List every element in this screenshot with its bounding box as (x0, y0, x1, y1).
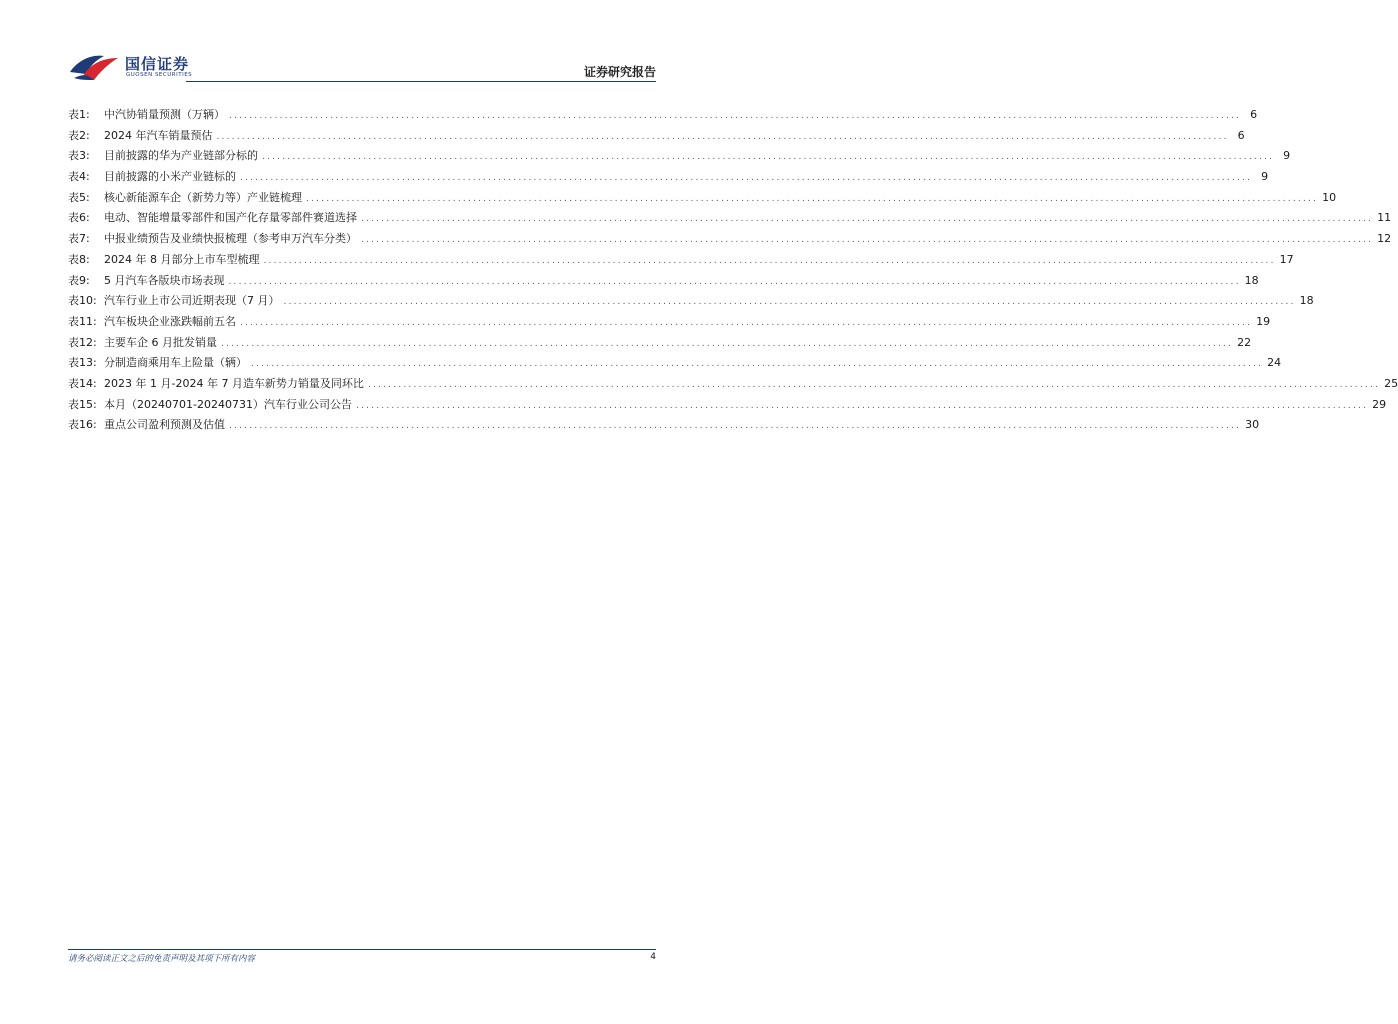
toc-entry-page: 30 (1245, 418, 1260, 432)
disclaimer: 请务必阅读正文之后的免责声明及其项下所有内容 (68, 954, 256, 964)
toc-leader-dots: ........................................................................................................................................................................................................ (251, 359, 1264, 370)
brand-name-cn: 国信证券 (125, 55, 190, 73)
brand-name-en: GUOSEN SECURITIES (126, 72, 193, 78)
toc-entry-page: 9 (1283, 149, 1291, 163)
toc-entry-label: 表6: (68, 211, 90, 225)
toc-entry[interactable] (68, 395, 1387, 416)
page-header (68, 50, 656, 86)
toc-entry-label: 表7: (68, 232, 90, 246)
toc-entry-title: 目前披露的华为产业链部分标的 (104, 149, 258, 163)
toc-entry[interactable] (68, 250, 1294, 271)
toc-leader-dots: ........................................................................................................................................................................................................ (283, 297, 1296, 308)
toc-entry[interactable] (68, 146, 1291, 167)
toc-entry-title: 2023 年 1 月-2024 年 7 月造车新势力销量及同环比 (104, 376, 364, 390)
toc-entry-label: 表15: (68, 397, 97, 411)
report-type: 证券研究报告 (583, 65, 656, 79)
toc-entry[interactable] (68, 229, 1392, 250)
toc-leader-dots: ........................................................................................................................................................................................................ (306, 193, 1319, 204)
toc-entry[interactable] (68, 105, 1258, 126)
toc-entry-page: 6 (1250, 108, 1258, 121)
toc-entry-page: 10 (1322, 190, 1337, 204)
toc-leader-dots: ........................................................................................................................................................................................................ (216, 131, 1229, 142)
toc-entry-title: 目前披露的小米产业链标的 (104, 170, 236, 184)
toc-entry-page: 18 (1244, 273, 1259, 287)
toc-entry-title: 中报业绩预告及业绩快报梳理（参考申万汽车分类） (104, 232, 357, 246)
toc-leader-dots: ........................................................................................................................................................................................................ (263, 255, 1276, 266)
toc-entry-page: 17 (1279, 252, 1294, 266)
toc-leader-dots: ........................................................................................................................................................................................................ (240, 317, 1253, 328)
page-number: 4 (650, 952, 656, 962)
toc-entry-title: 核心新能源车企（新势力等）产业链梳理 (104, 190, 302, 204)
toc-entry-label: 表3: (68, 149, 90, 163)
toc-entry-page: 12 (1377, 232, 1392, 246)
toc-entry-title: 汽车行业上市公司近期表现（7 月） (104, 294, 280, 308)
toc-entry-title: 分制造商乘用车上险量（辆） (104, 356, 247, 370)
toc-entry-title: 2024 年汽车销量预估 (104, 128, 213, 142)
toc-entry-label: 表11: (68, 314, 97, 328)
guosen-logo-mark-icon (68, 52, 120, 82)
toc-entry-page: 9 (1261, 170, 1269, 184)
toc-entry-title: 2024 年 8 月部分上市车型梳理 (104, 252, 260, 266)
toc-entry-page: 24 (1267, 356, 1282, 370)
toc-entry[interactable] (68, 333, 1252, 354)
toc-leader-dots: ........................................................................................................................................................................................................ (361, 214, 1374, 225)
toc-entry[interactable] (68, 291, 1314, 312)
toc-leader-dots: ........................................................................................................................................................................................................ (262, 152, 1275, 163)
toc-entry-label: 表5: (68, 190, 90, 204)
toc-entry-title: 中汽协销量预测（万辆） (104, 108, 225, 121)
toc-entry-label: 表14: (68, 376, 97, 390)
toc-entry-title: 重点公司盈利预测及估值 (104, 418, 225, 432)
guosen-logo (68, 50, 208, 84)
toc-entry-page: 19 (1256, 314, 1271, 328)
table-of-tables (68, 105, 1398, 436)
toc-entry[interactable] (68, 312, 1271, 333)
toc-entry-title: 电动、智能增量零部件和国产化存量零部件赛道选择 (104, 211, 357, 225)
toc-entry-label: 表10: (68, 294, 97, 308)
toc-leader-dots: ........................................................................................................................................................................................................ (361, 235, 1374, 246)
toc-entry-page: 29 (1372, 397, 1387, 411)
toc-leader-dots: ........................................................................................................................................................................................................ (228, 276, 1241, 287)
toc-entry-label: 表1: (68, 108, 90, 121)
header-divider (186, 81, 656, 82)
toc-entry-label: 表12: (68, 335, 97, 349)
toc-entry-title: 汽车板块企业涨跌幅前五名 (104, 314, 236, 328)
toc-entry-label: 表4: (68, 170, 90, 184)
toc-leader-dots: ........................................................................................................................................................................................................ (229, 111, 1242, 121)
toc-entry[interactable] (68, 188, 1337, 209)
toc-leader-dots: ........................................................................................................................................................................................................ (229, 421, 1242, 432)
toc-entry-page: 22 (1237, 335, 1252, 349)
toc-entry-label: 表8: (68, 252, 90, 266)
toc-entry-page: 6 (1237, 128, 1245, 142)
toc-entry[interactable] (68, 415, 1260, 436)
toc-entry[interactable] (68, 374, 1398, 395)
toc-leader-dots: ........................................................................................................................................................................................................ (240, 173, 1253, 184)
toc-entry[interactable] (68, 353, 1282, 374)
toc-leader-dots: ........................................................................................................................................................................................................ (221, 338, 1234, 349)
toc-leader-dots: ........................................................................................................................................................................................................ (367, 379, 1381, 390)
toc-entry[interactable] (68, 208, 1392, 229)
toc-entry[interactable] (68, 126, 1245, 147)
toc-leader-dots: ........................................................................................................................................................................................................ (355, 400, 1369, 411)
footer-divider (68, 949, 656, 950)
toc-entry-label: 表13: (68, 356, 97, 370)
toc-entry-title: 本月（20240701-20240731）汽车行业公司公告 (104, 397, 352, 411)
toc-entry-page: 25 (1384, 376, 1398, 390)
toc-entry-page: 18 (1299, 294, 1314, 308)
toc-entry[interactable] (68, 167, 1269, 188)
toc-entry-title: 主要车企 6 月批发销量 (104, 335, 217, 349)
toc-entry[interactable] (68, 271, 1259, 292)
toc-entry-label: 表16: (68, 418, 97, 432)
toc-entry-label: 表9: (68, 273, 90, 287)
toc-entry-page: 11 (1377, 211, 1392, 225)
toc-entry-title: 5 月汽车各版块市场表现 (104, 273, 225, 287)
toc-entry-label: 表2: (68, 128, 90, 142)
